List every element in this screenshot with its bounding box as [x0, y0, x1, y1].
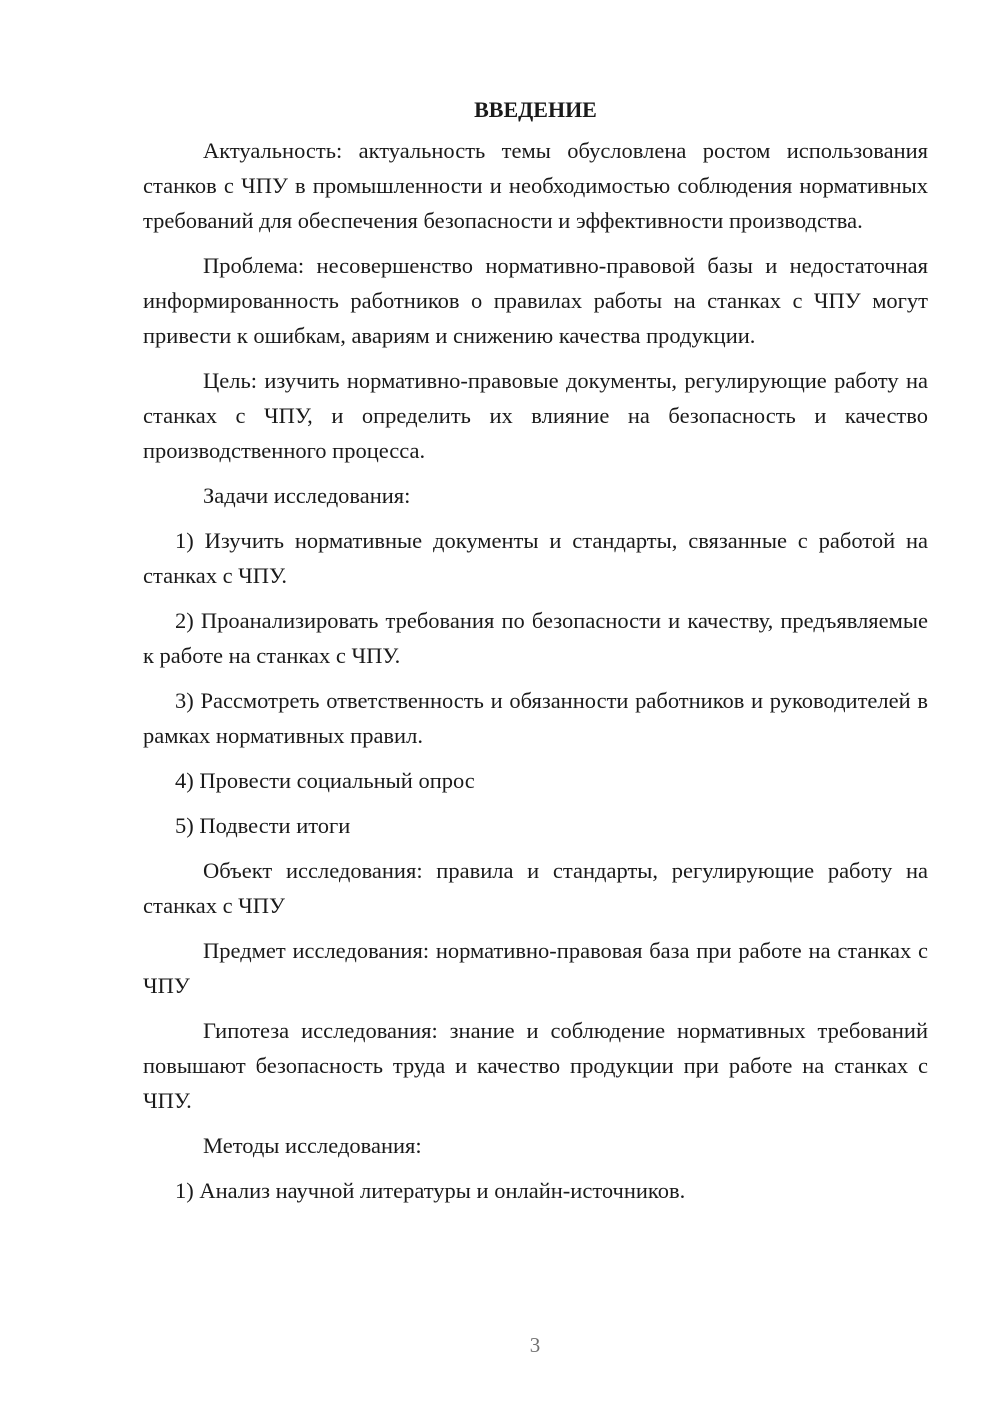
problem-paragraph: Проблема: несовершенство нормативно-правовой базы и недостаточная информированность работников о правилах работы на станках с ЧПУ могут привести к ошибкам, авариям и снижению качества продукции.: [143, 253, 928, 348]
hypothesis-paragraph: Гипотеза исследования: знание и соблюдение нормативных требований повышают безопасность труда и качество продукции при работе на станках с ЧПУ.: [143, 1018, 928, 1113]
subject-paragraph: Предмет исследования: нормативно-правовая база при работе на станках с ЧПУ: [143, 938, 928, 998]
page-number: 3: [529, 1333, 541, 1357]
tasks-heading: Задачи исследования:: [203, 483, 411, 508]
task-item-3: 3) Рассмотреть ответственность и обязанности работников и руководителей в рамках нормативных правил.: [143, 688, 928, 748]
page-title: ВВЕДЕНИЕ: [474, 97, 597, 122]
method-item-1: 1) Анализ научной литературы и онлайн-источников.: [175, 1178, 686, 1203]
task-item-5: 5) Подвести итоги: [175, 813, 351, 838]
object-paragraph: Объект исследования: правила и стандарты, регулирующие работу на станках с ЧПУ: [143, 858, 928, 918]
relevance-paragraph: Актуальность: актуальность темы обусловлена ростом использования станков с ЧПУ в промышленности и необходимостью соблюдения нормативных требований для обеспечения безопасности и эффективности производства.: [143, 138, 928, 233]
task-item-4: 4) Провести социальный опрос: [175, 768, 475, 793]
goal-paragraph: Цель: изучить нормативно-правовые документы, регулирующие работу на станках с ЧПУ, и определить их влияние на безопасность и качество производственного процесса.: [143, 368, 928, 463]
task-item-2: 2) Проанализировать требования по безопасности и качеству, предъявляемые к работе на станках с ЧПУ.: [143, 608, 928, 668]
methods-heading: Методы исследования:: [203, 1133, 422, 1158]
task-item-1: 1) Изучить нормативные документы и стандарты, связанные с работой на станках с ЧПУ.: [143, 528, 928, 588]
document-page: [143, 92, 928, 1218]
